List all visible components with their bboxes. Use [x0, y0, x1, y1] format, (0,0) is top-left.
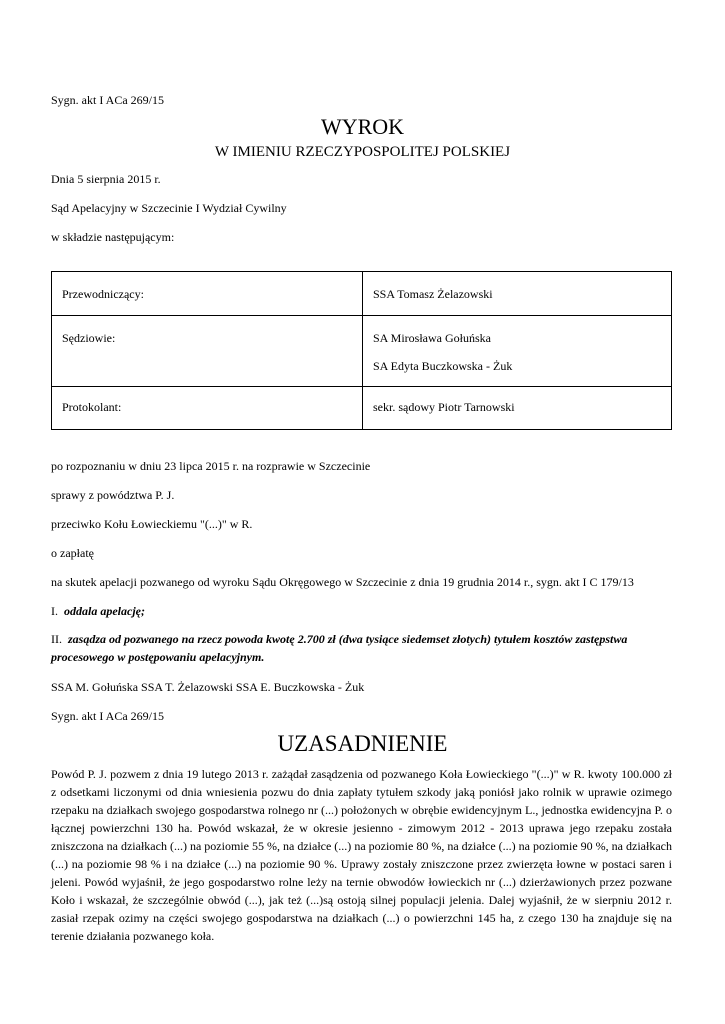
court-composition-table	[51, 271, 672, 430]
name-chair: SSA Tomasz Żelazowski	[363, 272, 672, 316]
hearing-line: po rozpoznaniu w dniu 23 lipca 2015 r. na rozprawie w Szczecinie	[51, 459, 371, 473]
judgment-date: Dnia 5 sierpnia 2015 r.	[51, 172, 161, 186]
justification-title: UZASADNIENIE	[277, 731, 448, 756]
composition-intro: w składzie następującym:	[51, 230, 175, 244]
justification-paragraph: Powód P. J. pozwem z dnia 19 lutego 2013 r. zażądał zasądzenia od pozwanego Koła Łowieckiego "(...)" w R. kwoty 100.000 zł z odsetkami liczonymi od dnia wniesienia pozwu do dnia zapłaty tytułem szkody jaką poniósł jako rolnik w uprawie ozimego rzepaku na działkach swojego gospodarstwa rolnego nr (...) położonych w obrębie ewidencyjnym L., jednostka ewidencyjna P. o łącznej powierzchni 130 ha. Powód wskazał, że w okresie jesienno - zimowym 2012 - 2013 uprawa jego rzepaku została zniszczona na działkach (...) na poziomie 55 %, na działce (...) na poziomie 80 %, na działce (...) na poziomie 90 %, na działkach (...) na poziomie 98 % i na działce (...) na poziomie 90 %. Uprawy zostały zniszczone przez zwierzęta łowne w postaci saren i jeleni. Powód wyjaśnił, że jego gospodarstwo rolne leży na ternie obwodów łowieckich nr (...) dzierżawionych przez pozwane Koło i wskazał, że szczególnie obwód (...), jak też (...)są ostoją silnej populacji jelenia. Dalej wyjaśnił, że w sierpniu 2012 r. zasiał rzepak ozimy na części swojego gospodarstwa na działkach (...) o powierzchni 145 ha, z czego 130 ha znajduje się na terenie działania pozwanego koła.	[51, 767, 672, 943]
claim-line: o zapłatę	[51, 546, 94, 560]
table-row	[52, 272, 672, 316]
point-2-text: zasądza od pozwanego na rzecz powoda kwotę 2.700 zł (dwa tysiące siedemset złotych) tytułem kosztów zastępstwa procesowego w postępowaniu apelacyjnym.	[51, 632, 628, 664]
document-subtitle: W IMIENIU RZECZYPOSPOLITEJ POLSKIEJ	[214, 144, 511, 160]
point-1-number: I.	[51, 604, 58, 618]
verdict-point-2	[51, 630, 672, 666]
verdict-point-1	[51, 604, 145, 619]
table-row	[52, 387, 672, 430]
plaintiff-line: sprawy z powództwa P. J.	[51, 488, 175, 502]
point-1-text: oddala apelację;	[64, 604, 145, 618]
name-judge-2: SA Edyta Buczkowska - Żuk	[373, 359, 513, 373]
document-title: WYROK	[320, 114, 405, 139]
name-judge-1: SA Mirosława Gołuńska	[373, 331, 491, 345]
role-clerk: Protokolant:	[52, 387, 363, 430]
point-2-number: II.	[51, 632, 62, 646]
table-row	[52, 316, 672, 387]
name-clerk: sekr. sądowy Piotr Tarnowski	[363, 387, 672, 430]
court-name: Sąd Apelacyjny w Szczecinie I Wydział Cywilny	[51, 201, 287, 215]
role-judges: Sędziowie:	[52, 316, 363, 387]
judges-signatures: SSA M. Gołuńska SSA T. Żelazowski SSA E. Buczkowska - Żuk	[51, 680, 365, 694]
appeal-line: na skutek apelacji pozwanego od wyroku Sądu Okręgowego w Szczecinie z dnia 19 grudnia 2014 r., sygn. akt I C 179/13	[51, 575, 634, 589]
role-chair: Przewodniczący:	[52, 272, 363, 316]
case-number-bottom: Sygn. akt I ACa 269/15	[51, 709, 164, 723]
defendant-line: przeciwko Kołu Łowieckiemu "(...)" w R.	[51, 517, 253, 531]
case-number-top: Sygn. akt I ACa 269/15	[51, 93, 164, 107]
